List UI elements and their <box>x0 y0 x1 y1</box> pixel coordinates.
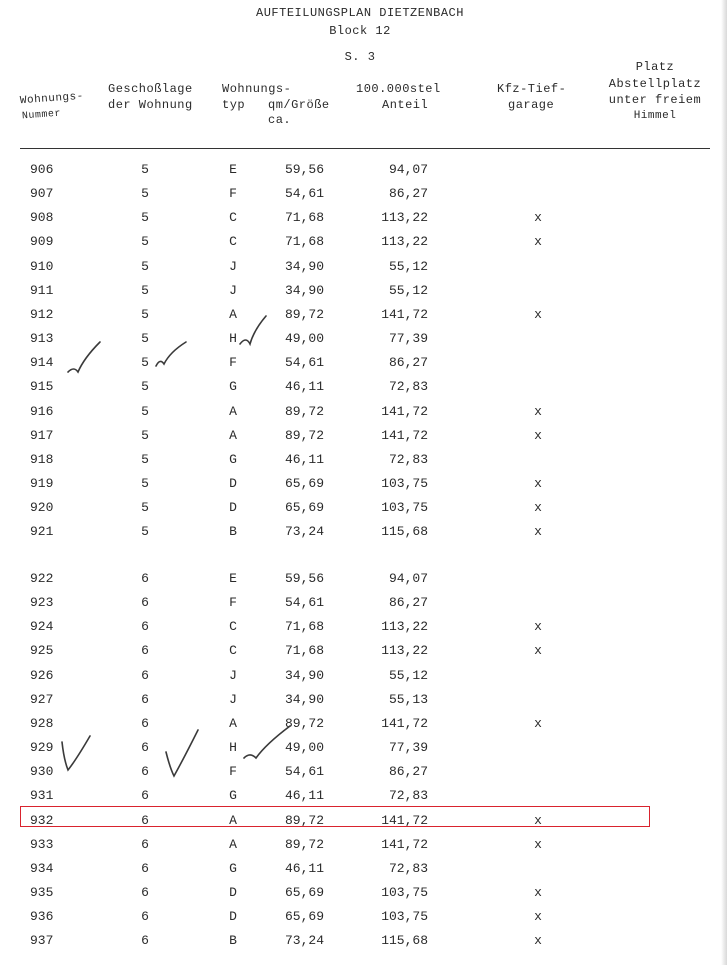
cell-anteil: 94,07 <box>388 571 428 586</box>
header-qm-line1: qm/Größe <box>268 98 330 112</box>
cell-nr: 937 <box>30 933 54 949</box>
cell-geschoss: 5 <box>141 162 149 177</box>
cell-nr: 910 <box>30 258 54 274</box>
cell-qm: 71,68 <box>284 619 324 635</box>
cell-geschoss: 6 <box>141 571 149 586</box>
cell-typ: J <box>229 282 237 298</box>
table-row <box>0 355 727 379</box>
cell-geschoss: 6 <box>141 643 149 659</box>
header-nr-line1: Wohnungs- <box>19 90 85 108</box>
header-divider <box>20 148 710 149</box>
cell-qm: 73,24 <box>284 524 324 540</box>
cell-nr: 921 <box>30 524 54 540</box>
cell-anteil: 141,72 <box>381 427 428 443</box>
cell-typ: A <box>229 427 237 443</box>
cell-anteil: 55,12 <box>388 667 428 683</box>
cell-geschoss: 6 <box>141 909 149 925</box>
cell-anteil: 55,12 <box>388 282 428 298</box>
cell-qm: 59,56 <box>284 162 324 177</box>
cell-nr: 934 <box>30 860 54 876</box>
table-row <box>0 837 727 861</box>
cell-nr: 909 <box>30 234 54 250</box>
cell-typ: G <box>229 788 237 804</box>
cell-kfz: x <box>534 909 542 925</box>
cell-geschoss: 6 <box>141 715 149 731</box>
cell-anteil: 103,75 <box>381 500 428 516</box>
cell-anteil: 141,72 <box>381 715 428 731</box>
cell-nr: 924 <box>30 619 54 635</box>
cell-typ: D <box>229 909 237 925</box>
cell-qm: 89,72 <box>284 836 324 852</box>
header-typ-line2: typ <box>222 98 246 112</box>
cell-qm: 54,61 <box>284 355 324 371</box>
cell-nr: 908 <box>30 210 54 226</box>
cell-qm: 71,68 <box>284 234 324 250</box>
cell-kfz: x <box>534 306 542 322</box>
cell-geschoss: 5 <box>141 258 149 274</box>
header-geschoss-line2: der Wohnung <box>108 98 193 112</box>
cell-geschoss: 6 <box>141 619 149 635</box>
cell-qm: 59,56 <box>284 571 324 586</box>
cell-nr: 912 <box>30 306 54 322</box>
cell-anteil: 141,72 <box>381 836 428 852</box>
cell-typ: A <box>229 836 237 852</box>
cell-qm: 65,69 <box>284 475 324 491</box>
cell-anteil: 115,68 <box>381 933 428 949</box>
cell-typ: J <box>229 691 237 707</box>
cell-geschoss: 5 <box>141 282 149 298</box>
cell-geschoss: 5 <box>141 331 149 347</box>
cell-nr: 929 <box>30 740 54 756</box>
cell-anteil: 72,83 <box>388 451 428 467</box>
cell-kfz: x <box>534 475 542 491</box>
cell-anteil: 86,27 <box>388 186 428 202</box>
table-row <box>0 476 727 500</box>
cell-anteil: 72,83 <box>388 788 428 804</box>
cell-nr: 928 <box>30 715 54 731</box>
header-geschoss-line1: Geschoßlage <box>108 82 193 96</box>
cell-kfz: x <box>534 500 542 516</box>
cell-nr: 932 <box>30 812 54 828</box>
cell-kfz: x <box>534 643 542 659</box>
cell-geschoss: 5 <box>141 524 149 540</box>
cell-anteil: 77,39 <box>388 740 428 756</box>
cell-geschoss: 5 <box>141 379 149 395</box>
cell-geschoss: 6 <box>141 691 149 707</box>
cell-typ: F <box>229 355 237 371</box>
header-anteil-line1: 100.000stel <box>356 82 441 96</box>
cell-nr: 906 <box>30 162 54 177</box>
cell-kfz: x <box>534 427 542 443</box>
cell-kfz: x <box>534 524 542 540</box>
table-row <box>0 643 727 667</box>
cell-nr: 936 <box>30 909 54 925</box>
cell-kfz: x <box>534 234 542 250</box>
cell-qm: 65,69 <box>284 500 324 516</box>
table-row <box>0 186 727 210</box>
header-nr-line2: Nummer <box>21 108 62 123</box>
cell-anteil: 77,39 <box>388 331 428 347</box>
cell-typ: A <box>229 306 237 322</box>
cell-anteil: 103,75 <box>381 909 428 925</box>
cell-nr: 914 <box>30 355 54 371</box>
cell-typ: C <box>229 643 237 659</box>
cell-geschoss: 6 <box>141 740 149 756</box>
cell-nr: 935 <box>30 884 54 900</box>
cell-geschoss: 6 <box>141 933 149 949</box>
document-title: AUFTEILUNGSPLAN DIETZENBACH <box>256 6 464 20</box>
cell-typ: G <box>229 860 237 876</box>
cell-geschoss: 5 <box>141 427 149 443</box>
header-platz-line4: Himmel <box>633 110 677 122</box>
table-row <box>0 452 727 476</box>
cell-anteil: 86,27 <box>388 764 428 780</box>
table-row <box>0 595 727 619</box>
cell-kfz: x <box>534 836 542 852</box>
cell-qm: 54,61 <box>284 186 324 202</box>
cell-qm: 54,61 <box>284 764 324 780</box>
cell-qm: 89,72 <box>284 403 324 419</box>
cell-nr: 930 <box>30 764 54 780</box>
table-row <box>0 307 727 331</box>
cell-qm: 46,11 <box>284 860 324 876</box>
cell-geschoss: 5 <box>141 306 149 322</box>
table-row <box>0 259 727 283</box>
cell-qm: 54,61 <box>284 595 324 611</box>
cell-anteil: 55,13 <box>388 691 428 707</box>
highlight-box-row-932 <box>20 806 650 827</box>
table-row <box>0 740 727 764</box>
cell-anteil: 113,22 <box>381 619 428 635</box>
cell-nr: 926 <box>30 667 54 683</box>
table-row <box>0 283 727 307</box>
cell-nr: 933 <box>30 836 54 852</box>
cell-qm: 46,11 <box>284 788 324 804</box>
cell-geschoss: 5 <box>141 500 149 516</box>
table-row <box>0 234 727 258</box>
cell-anteil: 94,07 <box>388 162 428 177</box>
cell-qm: 89,72 <box>284 812 324 828</box>
cell-qm: 49,00 <box>284 740 324 756</box>
cell-nr: 927 <box>30 691 54 707</box>
cell-geschoss: 5 <box>141 210 149 226</box>
cell-typ: H <box>229 331 237 347</box>
cell-qm: 34,90 <box>284 258 324 274</box>
cell-anteil: 72,83 <box>388 379 428 395</box>
cell-typ: G <box>229 379 237 395</box>
table-row <box>0 764 727 788</box>
cell-anteil: 113,22 <box>381 234 428 250</box>
cell-typ: C <box>229 234 237 250</box>
table-row <box>0 619 727 643</box>
table-row <box>0 162 727 186</box>
cell-nr: 919 <box>30 475 54 491</box>
cell-geschoss: 5 <box>141 234 149 250</box>
table-row <box>0 500 727 524</box>
document-block: Block 12 <box>329 24 391 38</box>
cell-anteil: 55,12 <box>388 258 428 274</box>
cell-anteil: 141,72 <box>381 306 428 322</box>
cell-nr: 916 <box>30 403 54 419</box>
cell-qm: 46,11 <box>284 451 324 467</box>
header-qm-line2: ca. <box>268 113 292 127</box>
cell-typ: E <box>229 162 237 177</box>
cell-anteil: 103,75 <box>381 475 428 491</box>
cell-anteil: 115,68 <box>381 524 428 540</box>
header-kfz-line1: Kfz-Tief- <box>497 82 567 96</box>
cell-geschoss: 6 <box>141 595 149 611</box>
header-typ-line1: Wohnungs- <box>222 82 292 96</box>
cell-qm: 65,69 <box>284 909 324 925</box>
cell-qm: 71,68 <box>284 643 324 659</box>
table-row <box>0 716 727 740</box>
cell-qm: 89,72 <box>284 715 324 731</box>
cell-typ: G <box>229 451 237 467</box>
cell-nr: 913 <box>30 331 54 347</box>
cell-geschoss: 5 <box>141 403 149 419</box>
cell-kfz: x <box>534 715 542 731</box>
table-row <box>0 909 727 933</box>
cell-typ: C <box>229 210 237 226</box>
table-row <box>0 571 727 595</box>
cell-kfz: x <box>534 812 542 828</box>
cell-typ: F <box>229 186 237 202</box>
cell-qm: 49,00 <box>284 331 324 347</box>
cell-kfz: x <box>534 884 542 900</box>
cell-typ: F <box>229 595 237 611</box>
cell-nr: 922 <box>30 571 54 586</box>
cell-anteil: 113,22 <box>381 210 428 226</box>
table-row <box>0 404 727 428</box>
cell-typ: C <box>229 619 237 635</box>
header-anteil-line2: Anteil <box>382 98 429 112</box>
cell-typ: D <box>229 884 237 900</box>
header-platz-line3: unter freiem <box>608 93 702 107</box>
table-row <box>0 668 727 692</box>
cell-typ: D <box>229 475 237 491</box>
cell-qm: 71,68 <box>284 210 324 226</box>
cell-kfz: x <box>534 403 542 419</box>
cell-typ: A <box>229 812 237 828</box>
cell-kfz: x <box>534 933 542 949</box>
cell-qm: 89,72 <box>284 427 324 443</box>
table-row <box>0 428 727 452</box>
table-row <box>0 885 727 909</box>
table-row <box>0 861 727 885</box>
cell-anteil: 113,22 <box>381 643 428 659</box>
cell-nr: 920 <box>30 500 54 516</box>
cell-nr: 911 <box>30 282 54 298</box>
page-number: S. 3 <box>344 50 376 64</box>
cell-nr: 907 <box>30 186 54 202</box>
cell-qm: 65,69 <box>284 884 324 900</box>
cell-anteil: 103,75 <box>381 884 428 900</box>
cell-geschoss: 6 <box>141 860 149 876</box>
cell-typ: F <box>229 764 237 780</box>
cell-geschoss: 5 <box>141 451 149 467</box>
cell-nr: 915 <box>30 379 54 395</box>
cell-geschoss: 5 <box>141 475 149 491</box>
cell-typ: J <box>229 667 237 683</box>
cell-geschoss: 6 <box>141 764 149 780</box>
cell-geschoss: 6 <box>141 667 149 683</box>
cell-nr: 918 <box>30 451 54 467</box>
cell-typ: J <box>229 258 237 274</box>
cell-anteil: 141,72 <box>381 812 428 828</box>
cell-typ: H <box>229 740 237 756</box>
header-platz-line2: Abstellplatz <box>608 77 702 91</box>
cell-typ: A <box>229 715 237 731</box>
cell-typ: A <box>229 403 237 419</box>
cell-geschoss: 6 <box>141 812 149 828</box>
cell-nr: 923 <box>30 595 54 611</box>
table-row <box>0 331 727 355</box>
cell-qm: 34,90 <box>284 691 324 707</box>
cell-geschoss: 6 <box>141 788 149 804</box>
cell-qm: 34,90 <box>284 667 324 683</box>
cell-anteil: 141,72 <box>381 403 428 419</box>
cell-anteil: 72,83 <box>388 860 428 876</box>
cell-anteil: 86,27 <box>388 595 428 611</box>
cell-typ: B <box>229 933 237 949</box>
cell-nr: 925 <box>30 643 54 659</box>
cell-qm: 46,11 <box>284 379 324 395</box>
cell-typ: B <box>229 524 237 540</box>
table-row <box>0 692 727 716</box>
cell-geschoss: 5 <box>141 355 149 371</box>
table-row <box>0 379 727 403</box>
cell-qm: 73,24 <box>284 933 324 949</box>
cell-geschoss: 6 <box>141 836 149 852</box>
cell-geschoss: 5 <box>141 186 149 202</box>
table-row <box>0 210 727 234</box>
cell-anteil: 86,27 <box>388 355 428 371</box>
header-kfz-line2: garage <box>508 98 555 112</box>
cell-geschoss: 6 <box>141 884 149 900</box>
cell-kfz: x <box>534 210 542 226</box>
cell-typ: D <box>229 500 237 516</box>
cell-nr: 931 <box>30 788 54 804</box>
cell-typ: E <box>229 571 237 586</box>
table-row <box>0 933 727 957</box>
cell-nr: 917 <box>30 427 54 443</box>
cell-kfz: x <box>534 619 542 635</box>
table-row <box>0 524 727 548</box>
cell-qm: 89,72 <box>284 306 324 322</box>
cell-qm: 34,90 <box>284 282 324 298</box>
header-platz-line1: Platz <box>635 60 675 74</box>
